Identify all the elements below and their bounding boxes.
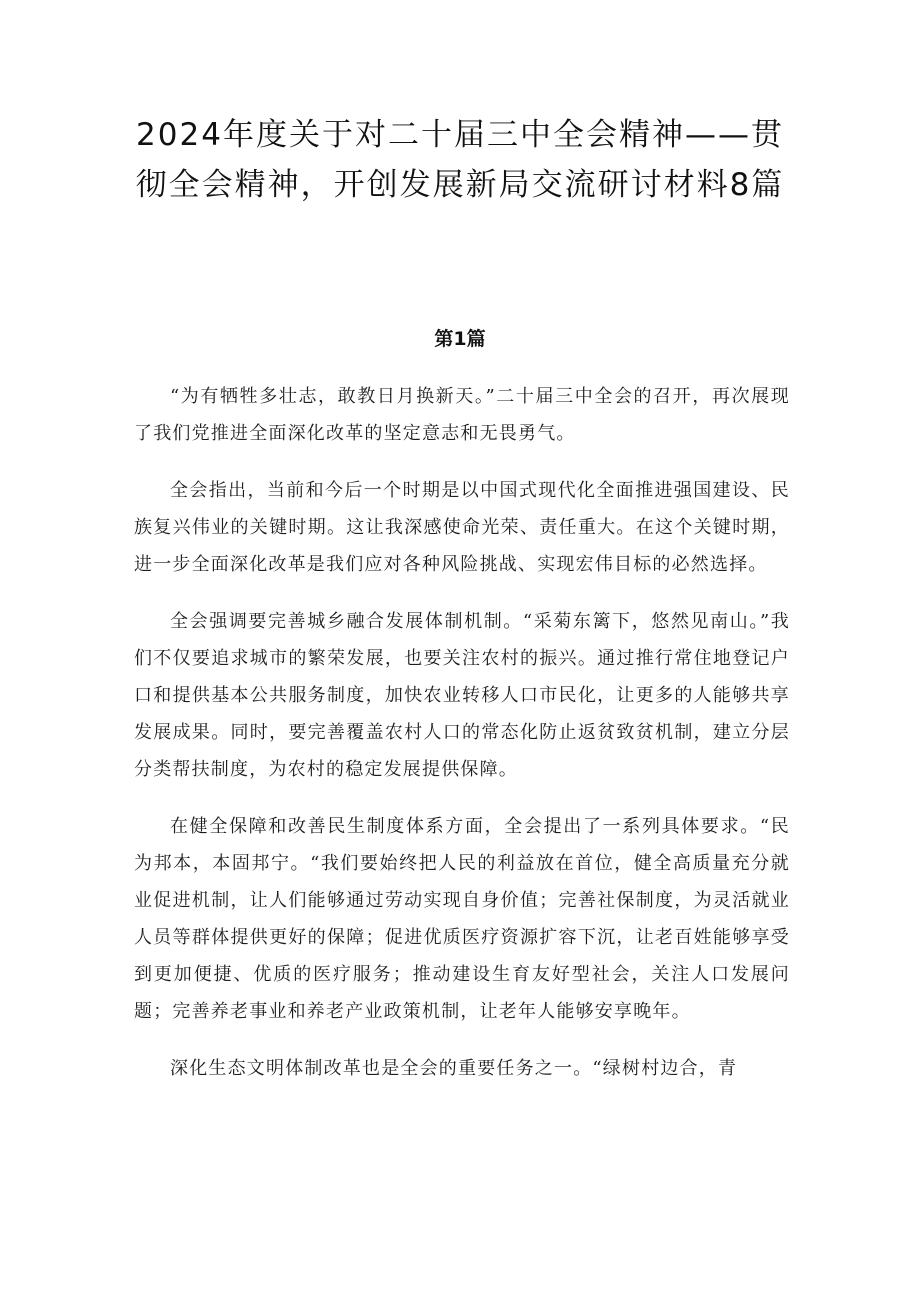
paragraph-1: “为有牺牲多壮志，敢教日月换新天。”二十届三中全会的召开，再次展现了我们党推进全面深化改革的坚定意志和无畏勇气。 [134, 386, 790, 444]
section-heading: 第1篇 [434, 328, 486, 350]
paragraph-2: 全会指出，当前和今后一个时期是以中国式现代化全面推进强国建设、民族复兴伟业的关键时期。这让我深感使命光荣、责任重大。在这个关键时期，进一步全面深化改革是我们应对各种风险挑战、实现宏伟目标的必然选择。 [134, 480, 790, 575]
document-body [134, 378, 790, 1107]
paragraph-4: 在健全保障和改善民生制度体系方面，全会提出了一系列具体要求。“民为邦本，本固邦宁。“我们要始终把人民的利益放在首位，健全高质量充分就业促进机制，让人们能够通过劳动实现自身价值；完善社保制度，为灵活就业人员等群体提供更好的保障；促进优质医疗资源扩容下沉，让老百姓能够享受到更加便捷、优质的医疗服务；推动建设生育友好型社会，关注人口发展问题；完善养老事业和养老产业政策机制，让老年人能够安享晚年。 [134, 816, 790, 1022]
document-title: 2024年度关于对二十届三中全会精神——贯彻全会精神，开创发展新局交流研讨材料8篇 [135, 117, 785, 203]
paragraph-3: 全会强调要完善城乡融合发展体制机制。“采菊东篱下，悠然见南山。”我们不仅要追求城市的繁荣发展，也要关注农村的振兴。通过推行常住地登记户口和提供基本公共服务制度，加快农业转移人口市民化，让更多的人能够共享发展成果。同时，要完善覆盖农村人口的常态化防止返贫致贫机制，建立分层分类帮扶制度，为农村的稳定发展提供保障。 [134, 611, 790, 780]
paragraph-5: 深化生态文明体制改革也是全会的重要任务之一。“绿树村边合，青 [170, 1058, 738, 1079]
